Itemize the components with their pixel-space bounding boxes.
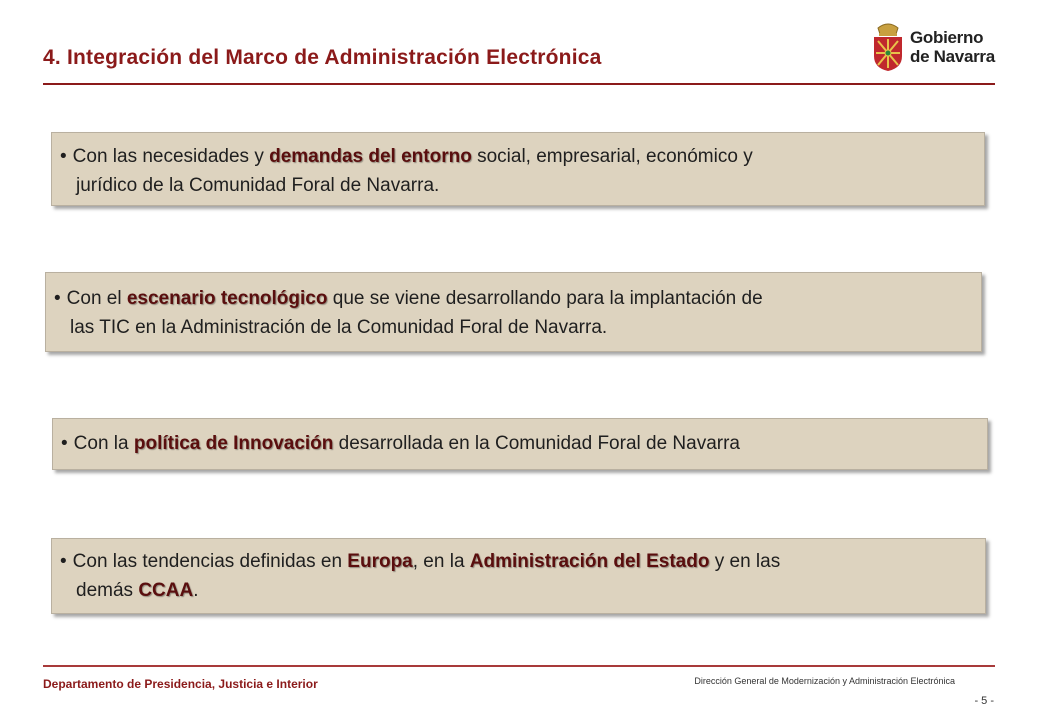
navarra-crest-icon (870, 22, 906, 72)
bullet: • (60, 551, 67, 572)
content-box-tendencias (51, 538, 986, 614)
content-box-text (60, 142, 976, 200)
highlight-europa: Europa (347, 551, 413, 572)
page-number: - 5 - (974, 695, 994, 707)
content-box-text (61, 429, 977, 458)
content-box-entorno (51, 132, 985, 206)
footer-department: Departamento de Presidencia, Justicia e Interior (43, 677, 318, 691)
text-post: social, empresarial, económico y (471, 146, 753, 167)
highlight-estado: Administración del Estado (469, 551, 710, 572)
logo-text-line2: de Navarra (910, 47, 995, 66)
highlight-text: escenario tecnológico (126, 288, 328, 309)
footer-divider (43, 665, 995, 667)
content-box-innovacion (52, 418, 988, 470)
text-line2-pre: demás (76, 580, 139, 601)
text-pre: Con el (66, 288, 127, 309)
content-box-text (54, 284, 971, 342)
slide-title: 4. Integración del Marco de Administración Electrónica (43, 46, 602, 69)
logo-text-line1: Gobierno (910, 28, 984, 47)
gobierno-navarra-logo (870, 20, 996, 74)
content-box-escenario (45, 272, 982, 352)
bullet: • (61, 433, 68, 454)
highlight-ccaa: CCAA (138, 580, 194, 601)
text-pre: Con las tendencias definidas en (72, 551, 348, 572)
text-post: y en las (709, 551, 781, 572)
text-post: desarrollada en la Comunidad Foral de Navarra (333, 433, 740, 454)
content-box-text (60, 547, 976, 605)
title-divider (43, 83, 995, 85)
text-line2-post: . (193, 580, 199, 601)
text-post: que se viene desarrollando para la implantación de (327, 288, 763, 309)
text-pre: Con la (73, 433, 134, 454)
footer-direction: Dirección General de Modernización y Administración Electrónica (694, 676, 955, 686)
bullet: • (54, 288, 61, 309)
bullet: • (60, 146, 67, 167)
text-mid: , en la (412, 551, 470, 572)
text-line2: jurídico de la Comunidad Foral de Navarra. (76, 175, 440, 196)
highlight-text: política de Innovación (133, 433, 334, 454)
text-pre: Con las necesidades y (72, 146, 270, 167)
text-line2: las TIC en la Administración de la Comunidad Foral de Navarra. (70, 317, 608, 338)
highlight-text: demandas del entorno (269, 146, 472, 167)
